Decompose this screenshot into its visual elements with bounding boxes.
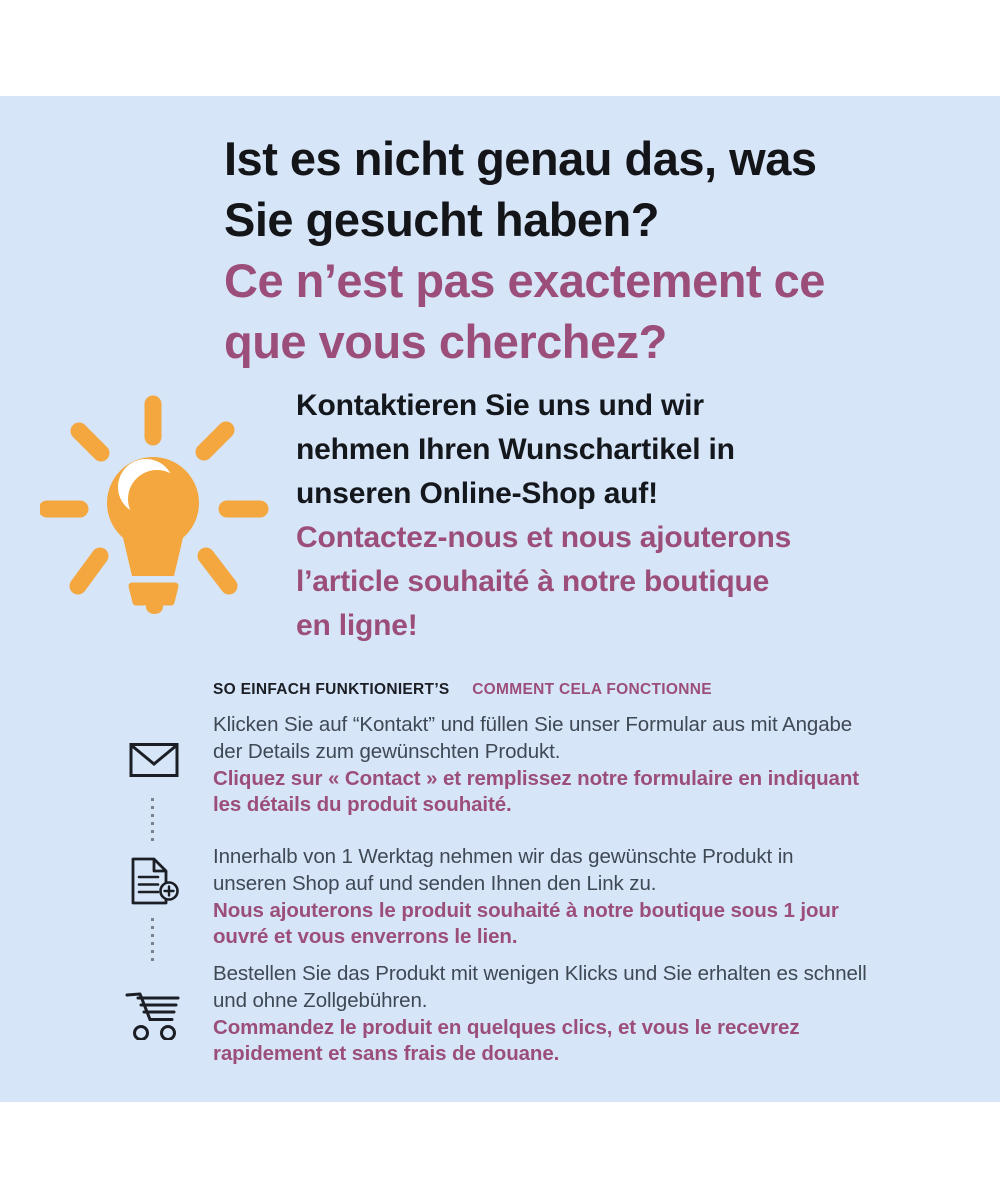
step-2-de-line-2: unseren Shop auf und senden Ihnen den Link zu. xyxy=(213,871,657,895)
step-3-fr-line-2: rapidement et sans frais de douane. xyxy=(213,1042,560,1066)
hero-subtitle-fr-line-2: l’article souhaité à notre boutique xyxy=(296,565,770,598)
how-it-works-label-fr: COMMENT CELA FONCTIONNE xyxy=(472,681,712,698)
step-2-text xyxy=(213,844,963,951)
step-2-fr-line-1: Nous ajouterons le produit souhaité à notre boutique sous 1 jour xyxy=(213,898,839,922)
step-1-fr-line-1: Cliquez sur « Contact » et remplissez notre formulaire en indiquant xyxy=(213,766,860,790)
step-1-text xyxy=(213,712,963,819)
hero-subtitle-de-line-3: unseren Online-Shop auf! xyxy=(296,477,658,510)
hero-subtitle-fr-line-1: Contactez-nous et nous ajouterons xyxy=(296,521,792,554)
step-1-de-line-2: der Details zum gewünschten Produkt. xyxy=(213,739,561,763)
lightbulb-icon xyxy=(40,390,270,622)
step-3-fr-line-1: Commandez le produit en quelques clics, et vous le recevrez xyxy=(213,1015,800,1039)
hero-title-fr-line-1: Ce n’est pas exactement ce xyxy=(224,254,825,307)
hero-title-fr-line-2: que vous cherchez? xyxy=(224,315,667,368)
dotted-connector-1 xyxy=(151,798,154,843)
document-add-icon xyxy=(128,855,184,907)
hero-title xyxy=(224,128,964,372)
step-2-de-line-1: Innerhalb von 1 Werktag nehmen wir das gewünschte Produkt in xyxy=(213,845,794,868)
how-it-works-label xyxy=(213,681,712,699)
hero-title-de-line-1: Ist es nicht genau das, was xyxy=(224,132,817,185)
step-1-fr-line-2: les détails du produit souhaité. xyxy=(213,793,512,817)
step-3-de-line-2: und ohne Zollgebühren. xyxy=(213,988,428,1012)
envelope-icon xyxy=(128,742,180,778)
step-3-de-line-1: Bestellen Sie das Produkt mit wenigen Klicks und Sie erhalten es schnell xyxy=(213,962,867,985)
step-2-fr-line-2: ouvré et vous enverrons le lien. xyxy=(213,925,518,949)
step-3-text xyxy=(213,961,963,1068)
hero-subtitle-fr-line-3: en ligne! xyxy=(296,609,418,642)
dotted-connector-2 xyxy=(151,918,154,963)
how-it-works-label-de: SO EINFACH FUNKTIONIERT’S xyxy=(213,681,450,698)
step-1-de-line-1: Klicken Sie auf “Kontakt” und füllen Sie unser Formular aus mit Angabe xyxy=(213,713,853,736)
shopping-cart-icon xyxy=(124,988,182,1040)
hero-subtitle-de-line-2: nehmen Ihren Wunschartikel in xyxy=(296,433,735,466)
hero-title-de-line-2: Sie gesucht haben? xyxy=(224,193,659,246)
hero-subtitle-de-line-1: Kontaktieren Sie uns und wir xyxy=(296,389,704,422)
hero-subtitle xyxy=(296,384,916,648)
